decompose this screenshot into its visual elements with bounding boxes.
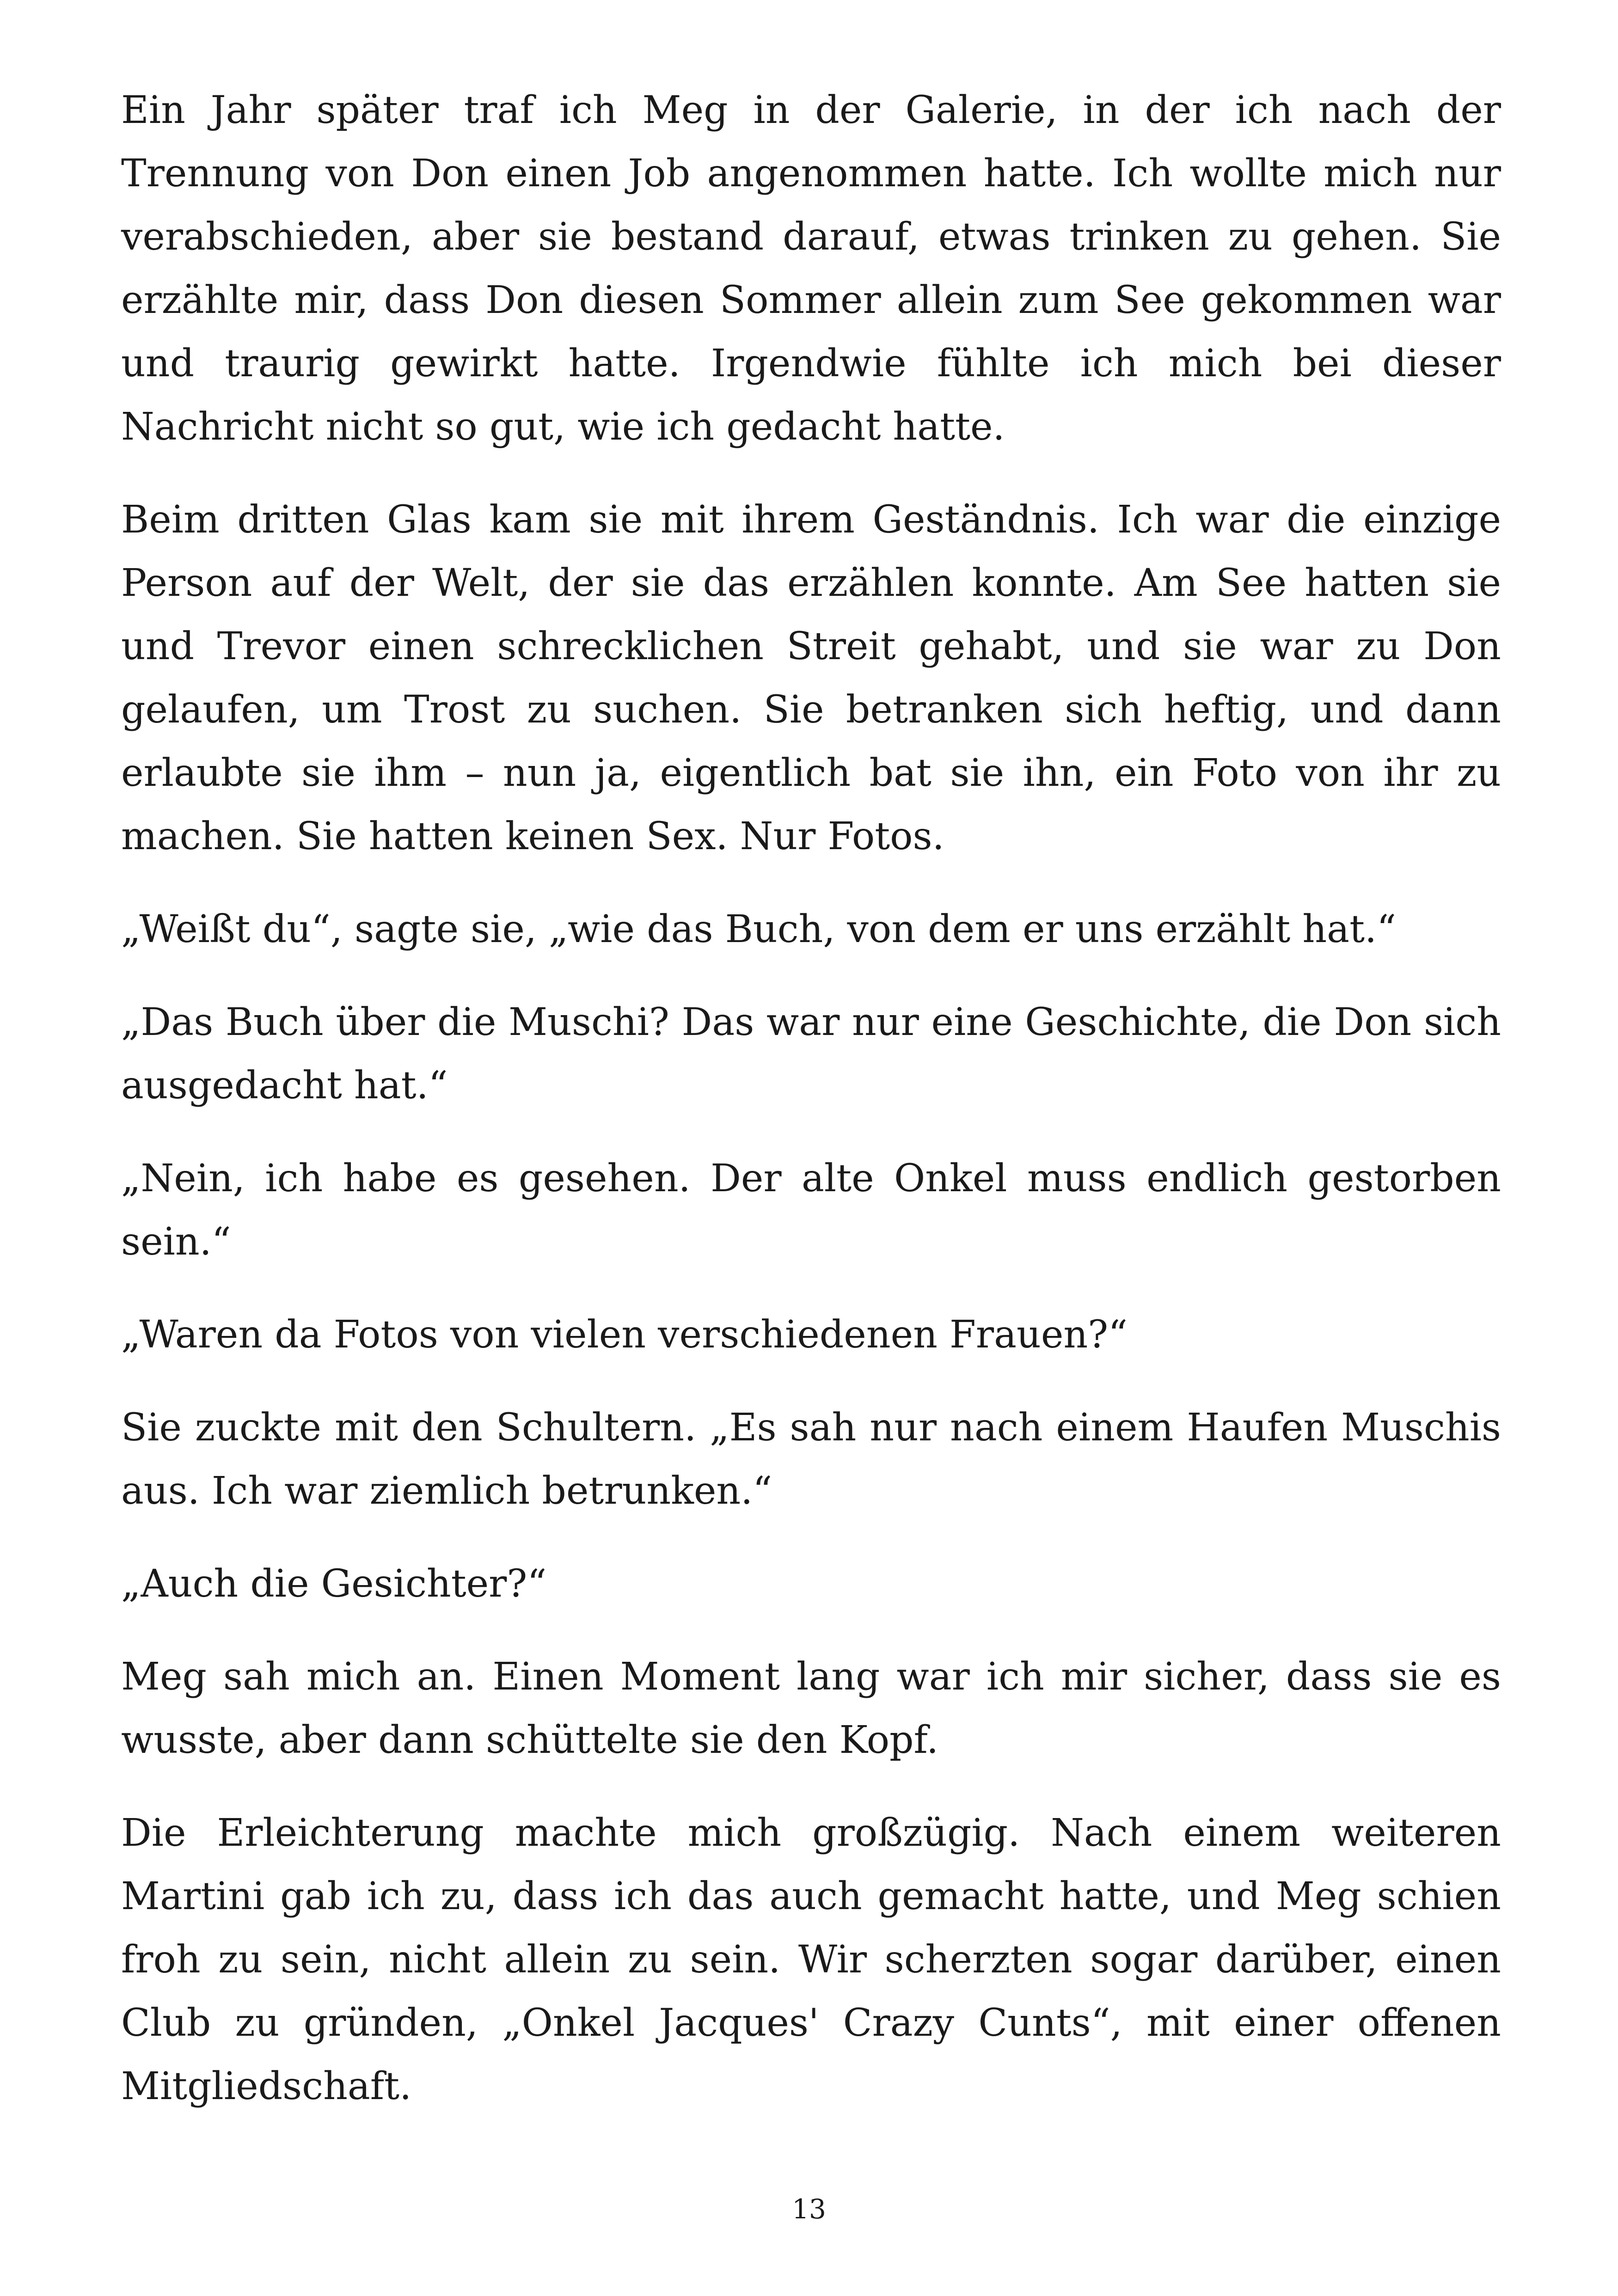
paragraph-1: Ein Jahr später traf ich Meg in der Galerie, in der ich nach der Trennung von Don einen Job angenommen hatte. Ich wollte mich nur verabschieden, aber sie bestand darauf, etwas trinken zu gehen. Sie erzählte mir, dass Don diesen Sommer allein zum See gekommen war und traurig gewirkt hatte. Irgendwie fühlte ich mich bei dieser Nachricht nicht so gut, wie ich gedacht hatte. — [121, 88, 1501, 449]
paragraph-7: Sie zuckte mit den Schultern. „Es sah nur nach einem Haufen Muschis aus. Ich war ziemlich betrunken.“ — [121, 1406, 1501, 1513]
page-number: 13 — [792, 2193, 826, 2225]
paragraph-5: „Nein, ich habe es gesehen. Der alte Onkel muss endlich gestorben sein.“ — [121, 1157, 1501, 1264]
paragraph-3: „Weißt du“, sagte sie, „wie das Buch, von dem er uns erzählt hat.“ — [121, 907, 1397, 951]
page-body-text — [121, 79, 1501, 2148]
paragraph-8: „Auch die Gesichter?“ — [121, 1562, 547, 1606]
paragraph-9: Meg sah mich an. Einen Moment lang war ich mir sicher, dass sie es wusste, aber dann schüttelte sie den Kopf. — [121, 1655, 1501, 1762]
paragraph-6: „Waren da Fotos von vielen verschiedenen Frauen?“ — [121, 1313, 1128, 1357]
paragraph-4: „Das Buch über die Muschi? Das war nur eine Geschichte, die Don sich ausgedacht hat.“ — [121, 1000, 1501, 1108]
paragraph-2: Beim dritten Glas kam sie mit ihrem Geständnis. Ich war die einzige Person auf der Welt, der sie das erzählen konnte. Am See hatten sie und Trevor einen schrecklichen Streit gehabt, und sie war zu Don gelaufen, um Trost zu suchen. Sie betranken sich heftig, und dann erlaubte sie ihm – nun ja, eigentlich bat sie ihn, ein Foto von ihr zu machen. Sie hatten keinen Sex. Nur Fotos. — [121, 498, 1501, 858]
paragraph-10: Die Erleichterung machte mich großzügig. Nach einem weiteren Martini gab ich zu, dass ich das auch gemacht hatte, und Meg schien froh zu sein, nicht allein zu sein. Wir scherzten sogar darüber, einen Club zu gründen, „Onkel Jacques' Crazy Cunts“, mit einer offenen Mitgliedschaft. — [121, 1811, 1501, 2108]
